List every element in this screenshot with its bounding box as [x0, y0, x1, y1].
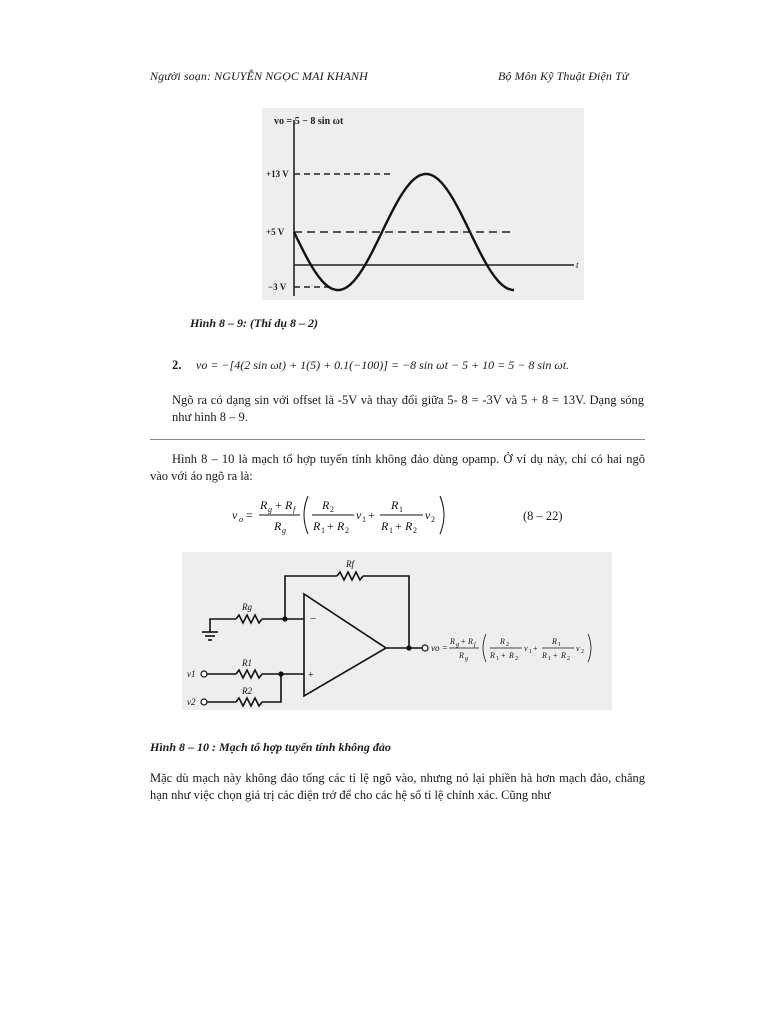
rg-resistor: [236, 615, 262, 623]
svg-text:+: +: [395, 519, 402, 533]
vo-formula: [449, 634, 591, 662]
svg-text:R: R: [459, 651, 464, 660]
svg-text:2: 2: [515, 656, 518, 662]
minus-terminal-label: −: [310, 613, 317, 625]
equation-8-22: [230, 492, 470, 538]
plus-terminal-label: +: [308, 670, 314, 681]
svg-text:g: g: [456, 642, 459, 648]
svg-text:R: R: [500, 637, 505, 646]
svg-text:R: R: [313, 519, 321, 533]
equation-8-22-svg: [230, 492, 470, 538]
svg-text:R: R: [552, 637, 557, 646]
section-intro: Hình 8 – 10 là mạch tổ hợp tuyến tính không đảo dùng opamp. Ở ví dụ này, chỉ có hai ngõ vào với áo ngõ ra là:: [150, 452, 645, 483]
svg-text:g: g: [282, 526, 286, 535]
example-number: 2.: [172, 358, 182, 372]
figure-8-10-circuit: [182, 552, 612, 710]
svg-text:v: v: [425, 508, 431, 522]
svg-text:+: +: [533, 644, 538, 653]
svg-text:R: R: [260, 498, 268, 512]
svg-text:o: o: [239, 515, 243, 524]
closing-paragraph: Mặc dù mạch này không đảo tổng các tỉ lệ ngõ vào, nhưng nó lại phiền hà hơn mạch đảo, chẳng hạn như việc chọn giá trị các điện trở để cho các hệ số tỉ lệ chính xác. Cũng như: [150, 771, 645, 802]
sine-wave-plot: [262, 108, 584, 300]
svg-text:R: R: [322, 498, 330, 512]
op-amp-symbol: [304, 594, 386, 696]
svg-text:1: 1: [548, 656, 551, 662]
svg-text:+: +: [327, 519, 334, 533]
svg-text:+: +: [368, 508, 375, 522]
header-department: Bộ Môn Kỹ Thuật Điện Tử: [498, 69, 629, 83]
example-equation: vo = −[4(2 sin ωt) + 1(5) + 0.1(−100)] = −8 sin ωt − 5 + 10 = 5 − 8 sin ωt.: [196, 358, 570, 372]
op-amp-circuit: [182, 552, 612, 710]
svg-text:+: +: [461, 637, 466, 646]
waveform-equation: vo = 5 − 8 sin ωt: [274, 116, 344, 127]
example-text: Ngõ ra có dạng sin với offset là -5V và thay đổi giữa 5- 8 = -3V và 5 + 8 = 13V. Dạng sóng như hình 8 – 9.: [172, 393, 644, 424]
rf-resistor: [337, 572, 363, 580]
figure-8-9-caption: Hình 8 – 9: (Thí dụ 8 – 2): [190, 316, 319, 330]
svg-text:+: +: [553, 651, 558, 660]
svg-text:2: 2: [345, 526, 349, 535]
svg-text:2: 2: [567, 656, 570, 662]
svg-text:1: 1: [529, 649, 532, 655]
svg-text:R: R: [468, 637, 473, 646]
r2-label: R2: [242, 686, 252, 696]
svg-text:2: 2: [330, 505, 334, 514]
svg-text:2: 2: [506, 642, 509, 648]
svg-text:1: 1: [389, 526, 393, 535]
header-author: Người soạn: NGUYỄN NGỌC MAI KHANH: [150, 69, 368, 83]
svg-text:f: f: [293, 505, 296, 514]
svg-text:v: v: [356, 508, 362, 522]
svg-text:1: 1: [362, 515, 366, 524]
svg-text:1: 1: [496, 656, 499, 662]
svg-text:1: 1: [321, 526, 325, 535]
svg-text:2: 2: [413, 526, 417, 535]
svg-text:2: 2: [581, 649, 584, 655]
v1-label: v1: [187, 669, 196, 679]
vo-label: vo =: [431, 643, 448, 653]
svg-text:=: =: [246, 508, 253, 522]
figure-8-10-caption: Hình 8 – 10 : Mạch tổ hợp tuyến tính không đảo: [150, 740, 391, 754]
svg-text:g: g: [268, 505, 272, 514]
label-m3v: −3 V: [268, 282, 287, 292]
label-13v: +13 V: [266, 169, 289, 179]
svg-text:2: 2: [431, 515, 435, 524]
svg-text:v: v: [524, 644, 528, 653]
svg-text:+: +: [275, 498, 282, 512]
svg-text:v: v: [576, 644, 580, 653]
svg-text:R: R: [285, 498, 293, 512]
r1-label: R1: [242, 658, 252, 668]
svg-text:R: R: [490, 651, 495, 660]
svg-text:1: 1: [558, 642, 561, 648]
r1-resistor: [236, 670, 262, 678]
svg-text:R: R: [450, 637, 455, 646]
svg-text:g: g: [465, 656, 468, 662]
v2-terminal: [201, 699, 207, 705]
svg-text:R: R: [381, 519, 389, 533]
section-divider: [150, 439, 645, 440]
t-axis-label: t: [576, 260, 579, 270]
v1-terminal: [201, 671, 207, 677]
svg-text:v: v: [232, 508, 238, 522]
svg-text:R: R: [391, 498, 399, 512]
v2-label: v2: [187, 697, 196, 707]
svg-text:R: R: [509, 651, 514, 660]
vo-terminal: [422, 645, 428, 651]
r2-resistor: [236, 698, 262, 706]
rf-label: Rf: [346, 559, 354, 569]
svg-text:R: R: [274, 519, 282, 533]
svg-text:R: R: [542, 651, 547, 660]
figure-8-9-waveform: [262, 108, 584, 300]
equation-number: (8 – 22): [523, 509, 563, 523]
label-5v: +5 V: [266, 227, 285, 237]
rg-label: Rg: [242, 602, 252, 612]
svg-text:R: R: [337, 519, 345, 533]
svg-text:1: 1: [399, 505, 403, 514]
svg-text:+: +: [501, 651, 506, 660]
svg-text:R: R: [405, 519, 413, 533]
svg-text:f: f: [474, 642, 476, 648]
svg-text:R: R: [561, 651, 566, 660]
